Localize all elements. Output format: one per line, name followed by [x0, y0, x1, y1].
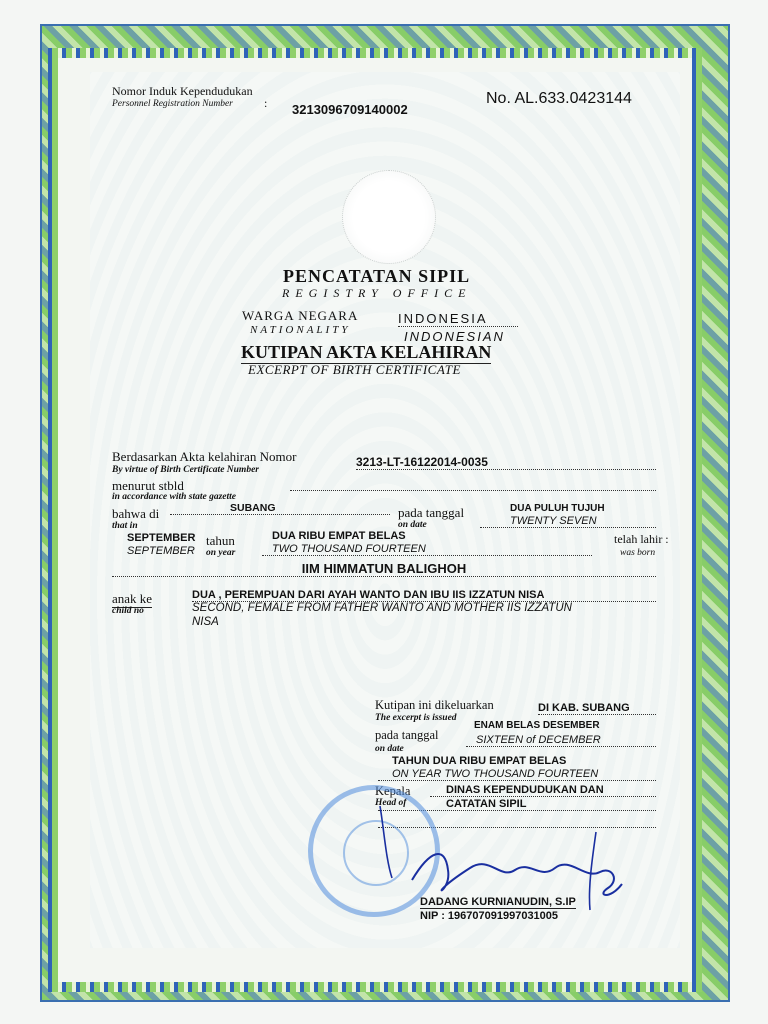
place-label: bahwa di — [112, 506, 160, 521]
office-title: PENCATATAN SIPIL — [283, 266, 471, 286]
born-label-en: was born — [620, 548, 656, 558]
issue-date-label-en: on date — [375, 744, 404, 754]
issued-place: DI KAB. SUBANG — [538, 702, 656, 715]
year-value: DUA RIBU EMPAT BELAS — [272, 530, 406, 542]
issue-date-label: pada tanggal — [375, 728, 439, 742]
day-value-en: TWENTY SEVEN — [480, 515, 656, 528]
nationality-value-en: INDONESIAN — [404, 329, 505, 344]
child-order-label: anak ke — [112, 591, 153, 606]
date-label-en: on date — [398, 520, 427, 530]
document-title: KUTIPAN AKTA KELAHIRAN — [241, 342, 492, 362]
head-label: Kepala — [375, 784, 411, 798]
issued-label: Kutipan ini dikeluarkan — [375, 698, 494, 712]
child-name: IIM HIMMATUN BALIGHOH — [112, 561, 656, 577]
head-value-1: DINAS KEPENDUDUKAN DAN — [430, 784, 656, 797]
issue-year-value: TAHUN DUA RIBU EMPAT BELAS — [392, 755, 567, 767]
child-order-value-en-1: SECOND, FEMALE FROM FATHER WANTO AND MOTHER IIS IZZATUN — [192, 602, 572, 614]
nationality-value: INDONESIA — [398, 311, 518, 327]
issue-date-value-en: SIXTEEN of DECEMBER — [466, 734, 656, 747]
office-title-en: REGISTRY OFFICE — [282, 286, 472, 300]
head-label-en: Head of — [375, 798, 407, 808]
signature-flourish — [589, 832, 596, 910]
date-label: pada tanggal — [398, 505, 465, 520]
nik-label: Nomor Induk Kependudukan — [112, 84, 253, 98]
month-value: SEPTEMBER — [127, 532, 196, 544]
issued-label-en: The excerpt is issued — [375, 713, 457, 723]
signature-mark — [380, 806, 392, 878]
nik-colon: : — [264, 96, 268, 110]
child-order-value-en-2: NISA — [192, 616, 219, 628]
month-value-en: SEPTEMBER — [127, 545, 195, 557]
gazette-label-en: in accordance with state gazette — [112, 492, 237, 502]
year-label: tahun — [206, 533, 235, 548]
gazette-label: menurut stbld — [112, 478, 184, 493]
born-label: telah lahir : — [614, 532, 669, 546]
head-value-2: CATATAN SIPIL — [378, 798, 656, 811]
cert-number-value: 3213-LT-16122014-0035 — [356, 455, 656, 470]
document-title-en: EXCERPT OF BIRTH CERTIFICATE — [248, 362, 461, 377]
cert-number-label-en: By virtue of Birth Certificate Number — [112, 465, 259, 475]
nationality-label-en: NATIONALITY — [250, 324, 351, 336]
day-value: DUA PULUH TUJUH — [510, 503, 605, 514]
issue-date-value: ENAM BELAS DESEMBER — [474, 720, 600, 731]
nationality-label: WARGA NEGARA — [242, 308, 359, 323]
place-value: SUBANG — [170, 502, 390, 515]
year-value-en: TWO THOUSAND FOURTEEN — [262, 543, 592, 556]
issue-year-value-en: ON YEAR TWO THOUSAND FOURTEEN — [378, 768, 656, 781]
cert-number-label: Berdasarkan Akta kelahiran Nomor — [112, 449, 297, 464]
official-nip: NIP : 196707091997031005 — [420, 910, 559, 922]
nik-label-en: Personnel Registration Number — [112, 99, 233, 109]
year-label-en: on year — [206, 548, 236, 558]
nik-value: 3213096709140002 — [292, 102, 408, 117]
child-order-value: DUA , PEREMPUAN DARI AYAH WANTO DAN IBU IIS IZZATUN NISA — [192, 589, 656, 602]
place-label-en: that in — [112, 521, 138, 531]
official-name: DADANG KURNIANUDIN, S.IP — [420, 896, 576, 908]
child-order-label-en: child no — [112, 606, 144, 616]
document-number: No. AL.633.0423144 — [486, 90, 632, 107]
